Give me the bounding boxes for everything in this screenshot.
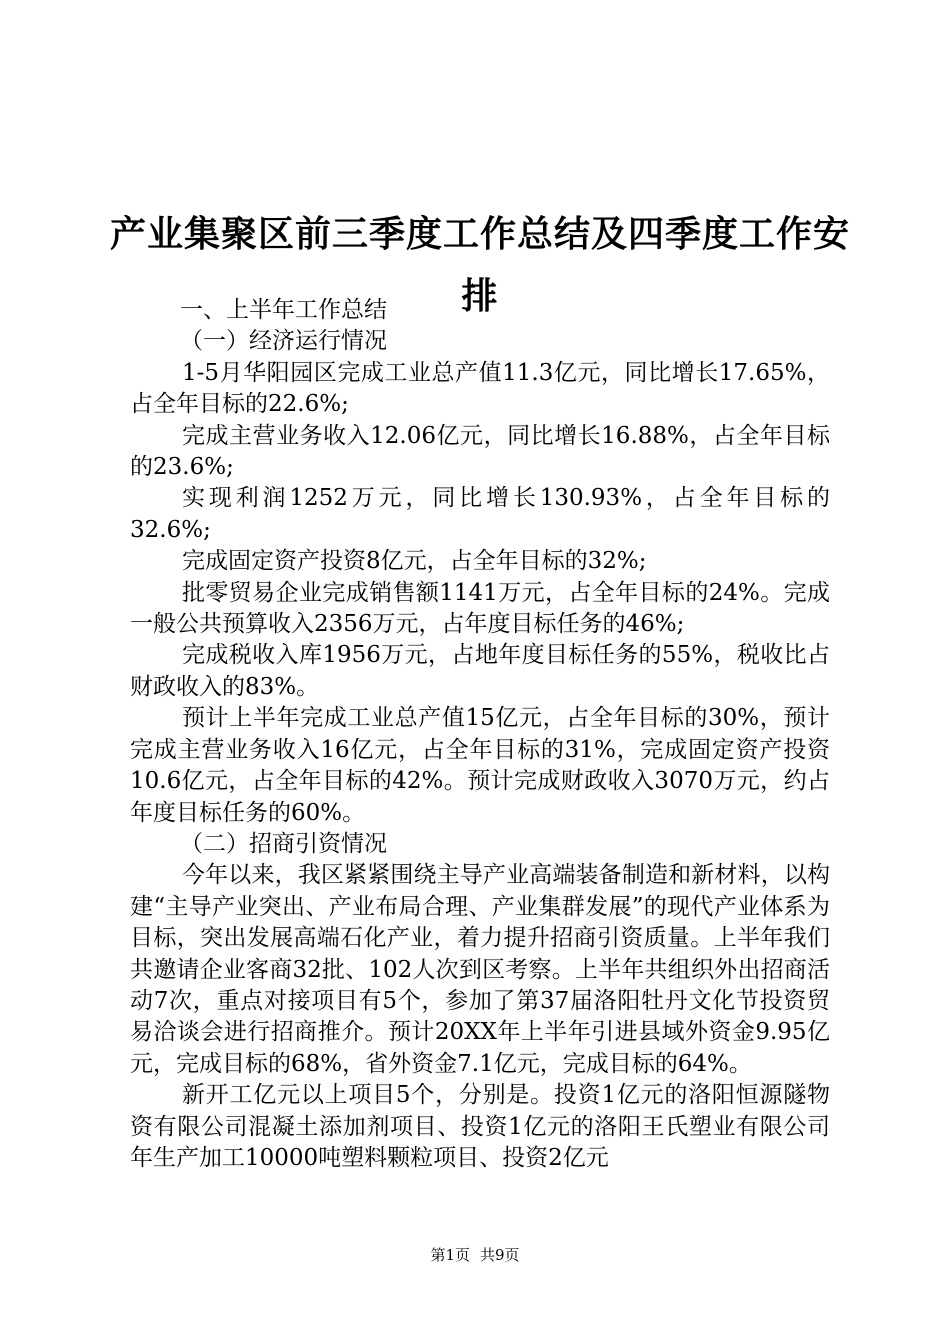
page-total: 共9页 (480, 1246, 520, 1264)
page-footer (0, 1245, 950, 1265)
body-paragraph: 1-5月华阳园区完成工业总产值11.3亿元，同比增长17.65%，占全年目标的22.6%; (130, 359, 830, 418)
body-paragraph: 新开工亿元以上项目5个，分别是。投资1亿元的洛阳恒源隧物资有限公司混凝土添加剂项目、投资1亿元的洛阳王氏塑业有限公司年生产加工10000吨塑料颗粒项目、投资2亿元 (130, 1082, 830, 1171)
subsection-heading: （一）经济运行情况 (180, 328, 387, 355)
body-paragraph: 完成税收入库1956万元，占地年度目标任务的55%，税收比占财政收入的83%。 (130, 642, 830, 700)
body-paragraph: 批零贸易企业完成销售额1141万元，占全年目标的24%。完成一般公共预算收入2356万元，占年度目标任务的46%; (130, 579, 830, 638)
page-number: 第1页 (430, 1246, 470, 1264)
body-paragraph: 今年以来，我区紧紧围绕主导产业高端装备制造和新材料，以构建“主导产业突出、产业布局合理、产业集群发展”的现代产业体系为目标，突出发展高端石化产业，着力提升招商引资质量。上半年我们共邀请企业客商32批、102人次到区考察。上半年共组织外出招商活动7次，重点对接项目有5个，参加了第37届洛阳牡丹文化节投资贸易洽谈会进行招商推介。预计20XX年上半年引进县域外资金9.95亿元，完成目标的68%，省外资金7.1亿元，完成目标的64%。 (130, 862, 830, 1077)
subsection-heading: （二）招商引资情况 (180, 830, 387, 857)
body-paragraph: 预计上半年完成工业总产值15亿元，占全年目标的30%，预计完成主营业务收入16亿元，占全年目标的31%，完成固定资产投资10.6亿元，占全年目标的42%。预计完成财政收入3070万元，约占年度目标任务的60%。 (130, 705, 830, 826)
document-title: 产业集聚区前三季度工作总结及四季度工作安排 (110, 214, 851, 318)
section-heading: 一、上半年工作总结 (180, 297, 387, 323)
document-body (130, 295, 830, 1174)
body-paragraph: 实现利润1252万元，同比增长130.93%，占全年目标的32.6%; (130, 485, 830, 543)
body-paragraph: 完成固定资产投资8亿元，占全年目标的32%; (182, 548, 647, 575)
body-paragraph: 完成主营业务收入12.06亿元，同比增长16.88%，占全年目标的23.6%; (130, 422, 830, 481)
